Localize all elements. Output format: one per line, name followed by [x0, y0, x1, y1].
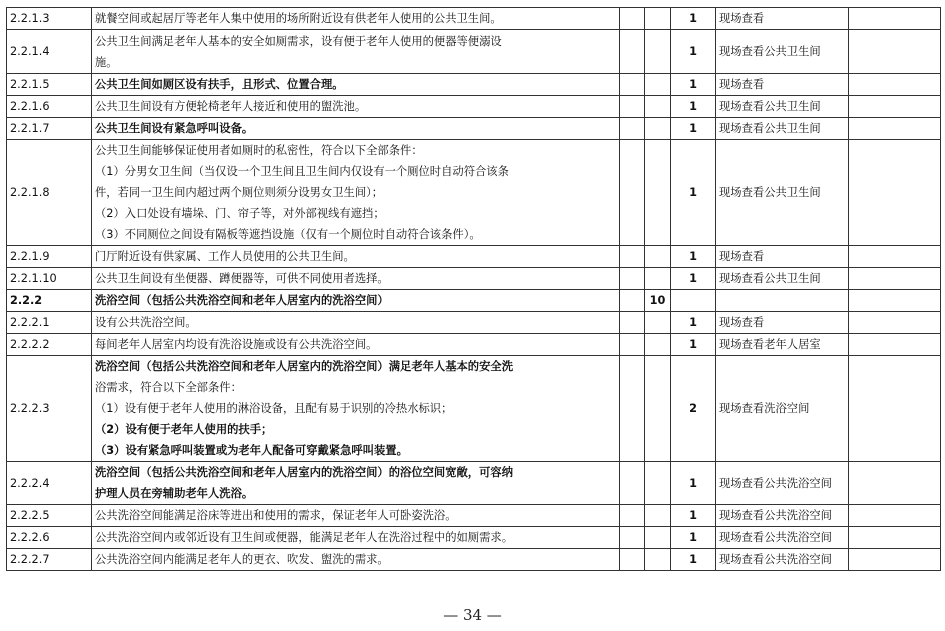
blank-cell: [645, 268, 671, 290]
table-row: [7, 8, 941, 30]
table-row: [7, 549, 941, 571]
blank-cell: [849, 74, 941, 96]
section-code: 2.2.2: [7, 290, 92, 312]
check-method: 现场查看公共卫生间: [716, 268, 849, 290]
item-score: 1: [671, 246, 716, 268]
check-method: 现场查看: [716, 8, 849, 30]
table-row: [7, 140, 941, 246]
check-method: [716, 290, 849, 312]
check-method: 现场查看公共卫生间: [716, 118, 849, 140]
item-description: 公共洗浴空间内或邻近设有卫生间或便器，能满足老年人在洗浴过程中的如厕需求。: [92, 527, 620, 549]
blank-cell: [645, 505, 671, 527]
table-row: [7, 74, 941, 96]
item-description: 门厅附近设有供家属、工作人员使用的公共卫生间。: [92, 246, 620, 268]
blank-cell: [849, 140, 941, 246]
blank-cell: [620, 268, 645, 290]
blank-cell: [645, 74, 671, 96]
blank-cell: [620, 334, 645, 356]
blank-cell: [620, 312, 645, 334]
blank-cell: [645, 96, 671, 118]
blank-cell: [620, 549, 645, 571]
blank-cell: [645, 312, 671, 334]
item-description: 公共卫生间满足老年人基本的安全如厕需求，设有便于老年人使用的便器等便溺设 施。: [92, 30, 620, 74]
item-score: 1: [671, 30, 716, 74]
item-code: 2.2.2.3: [7, 356, 92, 462]
blank-cell: [849, 356, 941, 462]
blank-cell: [620, 527, 645, 549]
item-code: 2.2.2.7: [7, 549, 92, 571]
check-method: 现场查看公共洗浴空间: [716, 505, 849, 527]
table-row: [7, 462, 941, 505]
blank-cell: [849, 30, 941, 74]
table-row: [7, 118, 941, 140]
blank-cell: [849, 527, 941, 549]
blank-cell: [849, 246, 941, 268]
page-number: — 34 —: [443, 606, 502, 624]
blank-cell: [645, 246, 671, 268]
blank-cell: [849, 118, 941, 140]
check-method: 现场查看老年人居室: [716, 334, 849, 356]
item-description: 每间老年人居室内均设有洗浴设施或设有公共洗浴空间。: [92, 334, 620, 356]
item-score: 1: [671, 505, 716, 527]
blank-cell: [620, 96, 645, 118]
blank-cell: [620, 462, 645, 505]
item-code: 2.2.1.9: [7, 246, 92, 268]
blank-cell: [620, 74, 645, 96]
blank-cell: [645, 356, 671, 462]
table-row: [7, 246, 941, 268]
blank-cell: [620, 246, 645, 268]
item-score: 2: [671, 356, 716, 462]
check-method: 现场查看洗浴空间: [716, 356, 849, 462]
item-score: 1: [671, 334, 716, 356]
item-score: 1: [671, 118, 716, 140]
item-description: 公共卫生间如厕区设有扶手，且形式、位置合理。: [92, 74, 620, 96]
item-code: 2.2.2.6: [7, 527, 92, 549]
item-score: 1: [671, 312, 716, 334]
blank-cell: [645, 334, 671, 356]
item-description: 公共卫生间能够保证使用者如厕时的私密性，符合以下全部条件： （1）分男女卫生间（当仅设一个卫生间且卫生间内仅设有一个厕位时自动符合该条 件，若同一卫生间内超过两个厕位则须分设男女卫生间）； （2）入口处设有墙垛、门、帘子等，对外部视线有遮挡； （3）不同厕位之间设有隔板等遮挡设施（仅有一个厕位时自动符合该条件）。: [92, 140, 620, 246]
blank-cell: [620, 505, 645, 527]
item-score: 1: [671, 74, 716, 96]
item-score: 1: [671, 549, 716, 571]
item-description: 设有公共洗浴空间。: [92, 312, 620, 334]
check-method: 现场查看公共卫生间: [716, 30, 849, 74]
table-row: [7, 334, 941, 356]
table-row: [7, 30, 941, 74]
item-score: 1: [671, 8, 716, 30]
blank-cell: [620, 356, 645, 462]
item-description: 公共卫生间设有紧急呼叫设备。: [92, 118, 620, 140]
table-row: [7, 356, 941, 462]
blank-cell: [849, 462, 941, 505]
item-code: 2.2.1.8: [7, 140, 92, 246]
blank-cell: [620, 140, 645, 246]
blank-cell: [645, 549, 671, 571]
table-row: [7, 268, 941, 290]
item-score: 1: [671, 462, 716, 505]
item-code: 2.2.1.7: [7, 118, 92, 140]
item-code: 2.2.1.10: [7, 268, 92, 290]
table-row: [7, 527, 941, 549]
blank-cell: [849, 505, 941, 527]
section-subtotal: 10: [645, 290, 671, 312]
item-description: 公共卫生间设有坐便器、蹲便器等，可供不同使用者选择。: [92, 268, 620, 290]
blank-cell: [645, 462, 671, 505]
evaluation-table: [6, 7, 941, 571]
item-description: 公共卫生间设有方便轮椅老年人接近和使用的盥洗池。: [92, 96, 620, 118]
blank-cell: [620, 8, 645, 30]
blank-cell: [849, 334, 941, 356]
blank-cell: [645, 527, 671, 549]
blank-cell: [645, 8, 671, 30]
item-score: 1: [671, 268, 716, 290]
check-method: 现场查看公共卫生间: [716, 140, 849, 246]
item-code: 2.2.2.5: [7, 505, 92, 527]
table-row: [7, 312, 941, 334]
item-code: 2.2.1.4: [7, 30, 92, 74]
blank-cell: [849, 8, 941, 30]
item-description: 就餐空间或起居厅等老年人集中使用的场所附近设有供老年人使用的公共卫生间。: [92, 8, 620, 30]
item-score: 1: [671, 96, 716, 118]
blank-cell: [849, 312, 941, 334]
blank-cell: [645, 140, 671, 246]
item-code: 2.2.1.5: [7, 74, 92, 96]
blank-cell: [645, 30, 671, 74]
blank-cell: [849, 290, 941, 312]
section-row: [7, 290, 941, 312]
item-score: [671, 290, 716, 312]
table-row: [7, 505, 941, 527]
blank-cell: [849, 268, 941, 290]
check-method: 现场查看: [716, 74, 849, 96]
check-method: 现场查看公共洗浴空间: [716, 527, 849, 549]
blank-cell: [620, 118, 645, 140]
item-code: 2.2.1.6: [7, 96, 92, 118]
item-code: 2.2.2.1: [7, 312, 92, 334]
check-method: 现场查看: [716, 246, 849, 268]
item-score: 1: [671, 527, 716, 549]
blank-cell: [849, 96, 941, 118]
check-method: 现场查看公共洗浴空间: [716, 549, 849, 571]
item-score: 1: [671, 140, 716, 246]
blank-cell: [645, 118, 671, 140]
check-method: 现场查看公共卫生间: [716, 96, 849, 118]
item-code: 2.2.2.4: [7, 462, 92, 505]
check-method: 现场查看: [716, 312, 849, 334]
item-code: 2.2.2.2: [7, 334, 92, 356]
item-description: 公共洗浴空间内能满足老年人的更衣、吹发、盥洗的需求。: [92, 549, 620, 571]
item-description: 公共洗浴空间能满足浴床等进出和使用的需求，保证老年人可卧姿洗浴。: [92, 505, 620, 527]
check-method: 现场查看公共洗浴空间: [716, 462, 849, 505]
blank-cell: [620, 30, 645, 74]
item-code: 2.2.1.3: [7, 8, 92, 30]
section-title: 洗浴空间（包括公共洗浴空间和老年人居室内的洗浴空间）: [92, 290, 620, 312]
item-description: 洗浴空间（包括公共洗浴空间和老年人居室内的洗浴空间）的浴位空间宽敞，可容纳 护理人员在旁辅助老年人洗浴。: [92, 462, 620, 505]
table-row: [7, 96, 941, 118]
item-description: 洗浴空间（包括公共洗浴空间和老年人居室内的洗浴空间）满足老年人基本的安全洗 浴需求，符合以下全部条件： （1）设有便于老年人使用的淋浴设备，且配有易于识别的冷热水标识； （2）设有便于老年人使用的扶手； （3）设有紧急呼叫装置或为老年人配备可穿戴紧急呼叫装置。: [92, 356, 620, 462]
blank-cell: [620, 290, 645, 312]
blank-cell: [849, 549, 941, 571]
